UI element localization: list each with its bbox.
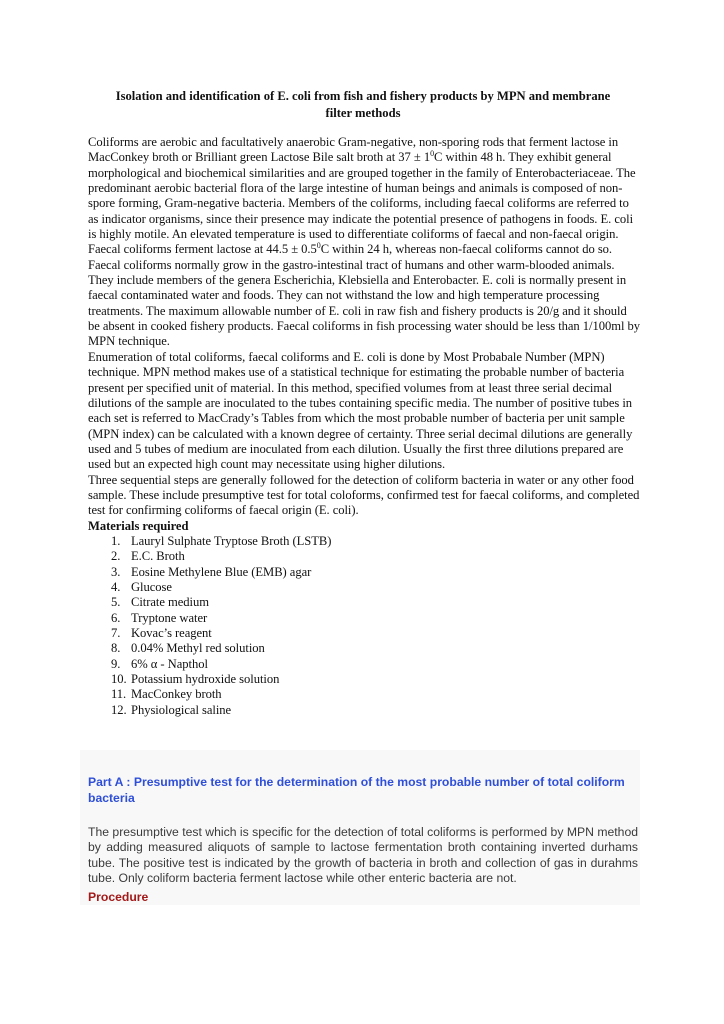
list-label: MacConkey broth (131, 687, 222, 702)
title-line-2: filter methods (325, 105, 401, 120)
list-label: Citrate medium (131, 595, 209, 610)
list-number: 12. (111, 702, 127, 717)
list-item (88, 641, 640, 656)
part-a-body: The presumptive test which is specific for the detection of total coliforms is performed by MPN method by adding measured aliquots of sample to lactose fermentation broth containing inverted durhams tube. The positive test is indicated by the growth of bacteria in broth and collection of gas in durahms tube. Only coliform bacteria ferment lactose while other enteric bacteria are not. (88, 825, 638, 885)
materials-heading: Materials required (88, 518, 189, 533)
list-label: E.C. Broth (131, 549, 185, 564)
part-a-heading: Part A : Presumptive test for the determination of the most probable number of total coliform bacteria (88, 775, 625, 805)
list-number: 11. (111, 687, 127, 702)
degree-superscript: 0 (316, 241, 321, 251)
list-label: Lauryl Sulphate Tryptose Broth (LSTB) (131, 533, 332, 548)
list-number: 10. (111, 672, 127, 687)
list-label: 0.04% Methyl red solution (131, 641, 265, 656)
mpn-paragraph: Enumeration of total coliforms, faecal coliforms and E. coli is done by Most Probabale Number (MPN) technique. MPN method makes use of a statistical technique for estimating the probable number of bacteria present per specified unit of material. In this method, specified volumes from at least three serial decimal dilutions of the sample are inoculated to the tubes containing specific media. The number of positive tubes in each set is referred to MacCrady’s Tables from which the most probable number of bacteria per unit sample (MPN index) can be calculated with a known degree of certainty. Three serial decimal dilutions are generally used and 5 tubes of medium are inoculated from each dilution. Usually the first three dilutions prepared are used but an expected high count may necessitate using higher dilutions. (88, 349, 633, 472)
list-label: Physiological saline (131, 702, 232, 717)
document-title (88, 88, 638, 121)
title-line-1: Isolation and identification of E. coli from fish and fishery products by MPN and membrane (115, 89, 611, 103)
list-item (88, 534, 640, 549)
list-number: 1. (111, 533, 121, 548)
list-label: Potassium hydroxide solution (131, 672, 280, 687)
list-item (88, 611, 640, 626)
list-item (88, 703, 640, 718)
steps-paragraph: Three sequential steps are generally followed for the detection of coliform bacteria in water or any other food sample. These include presumptive test for total coloforms, confirmed test for faecal coliforms, and completed test for confirming coliforms of faecal origin (E. coli). (88, 472, 640, 518)
list-item (88, 549, 640, 564)
list-label: Tryptone water (131, 610, 208, 625)
list-number: 4. (111, 579, 121, 594)
degree-superscript: 0 (430, 149, 435, 159)
list-label: Eosine Methylene Blue (EMB) agar (131, 564, 312, 579)
list-label: Glucose (131, 579, 172, 594)
intro-paragraph (88, 135, 640, 350)
list-number: 6. (111, 610, 121, 625)
list-number: 9. (111, 656, 121, 671)
list-item (88, 657, 640, 672)
list-item (88, 687, 640, 702)
procedure-heading: Procedure (88, 890, 149, 904)
materials-list (88, 534, 640, 718)
list-number: 5. (111, 595, 121, 610)
list-label: Kovac’s reagent (131, 626, 212, 640)
intro-text-2: C within 48 h. They exhibit general morphological and biochemical similarities and are grouped together in the family of Enterobacteriaceae. The predominant aerobic bacterial flora of the large intestine of human beings and animals is composed of non-spore forming, Gram-negative bacteria. Members of the coliforms, including faecal coliforms are referred to as indicator organisms, since their presence may indicate the potential presence of pathogens in foods. E. coli is highly motile. An elevated temperature is used to differentiate coliforms of faecal and non-faecal origin. Faecal coliforms ferment lactose at 44.5 ± 0.5 (88, 150, 636, 257)
document-body (88, 135, 640, 718)
list-number: 3. (111, 564, 121, 579)
list-item (88, 626, 640, 641)
list-item (88, 565, 640, 580)
list-number: 2. (111, 549, 121, 564)
list-item (88, 580, 640, 595)
list-label: 6% α - Napthol (131, 656, 208, 671)
intro-text-3: C within 24 h, whereas non-faecal coliforms cannot do so. Faecal coliforms normally grow in the gastro-intestinal tract of humans and other warm-blooded animals. They include members of the genera Escherichia, Klebsiella and Enterobacter. E. coli is normally present in faecal contaminated water and foods. They can not withstand the low and high temperature processing treatments. The maximum allowable number of E. coli in raw fish and fishery products is 20/g and it should be absent in cooked fishery products. Faecal coliforms in fish processing water should be less than 1/100ml by MPN technique. (88, 242, 641, 349)
list-item (88, 595, 640, 610)
intro-text-1: Coliforms are aerobic and facultatively anaerobic Gram-negative, non-sporing rods that ferment lactose in MacConkey broth or Brilliant green Lactose Bile salt broth at 37 ± 1 (88, 135, 619, 165)
list-item (88, 672, 640, 687)
list-number: 8. (111, 641, 121, 656)
list-number: 7. (111, 626, 121, 640)
